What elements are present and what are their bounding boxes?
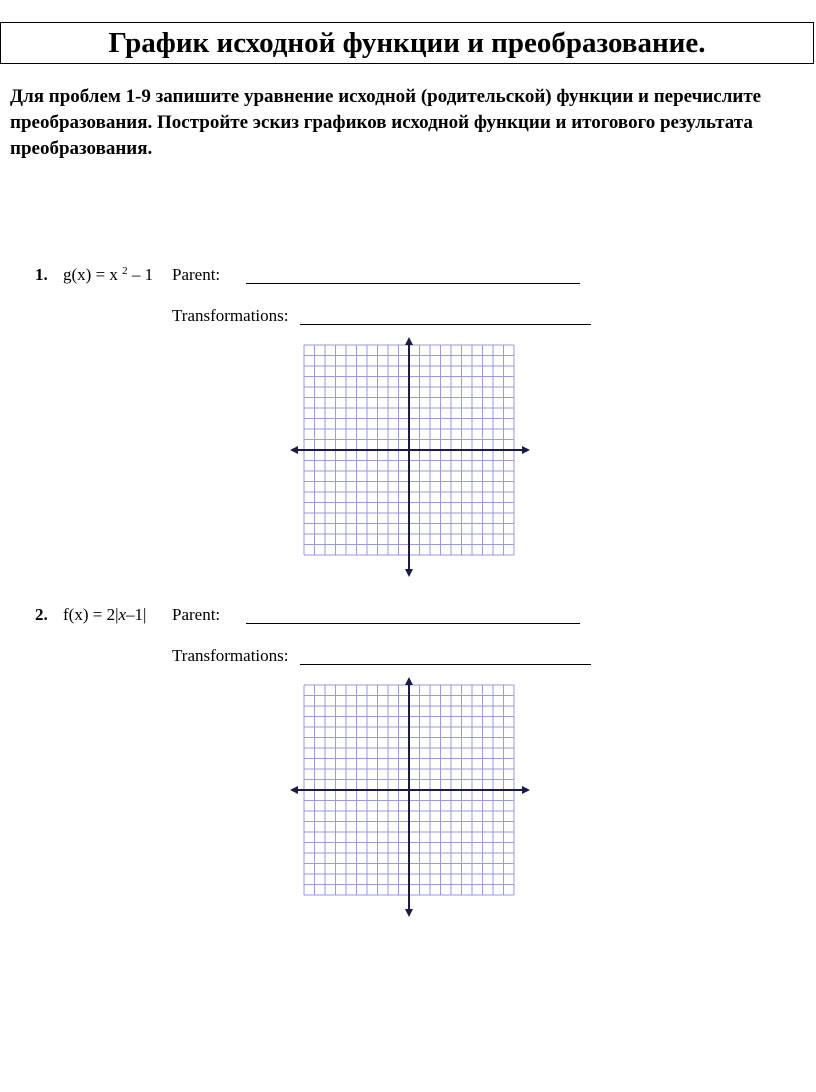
function-expression xyxy=(63,605,146,625)
page-title: График исходной функции и преобразование. xyxy=(108,26,706,59)
parent-answer-line[interactable] xyxy=(246,623,580,624)
x-axis-arrow-left xyxy=(290,786,298,794)
problem-1 xyxy=(0,265,816,585)
instructions-text: Для проблем 1-9 запишите уравнение исходной (родительской) функции и перечислите преобразования. Постройте эскиз графиков исходной функции и итогового результата преобразования. xyxy=(10,86,762,159)
problem-number: 2. xyxy=(35,605,48,624)
function-name: f(x) = xyxy=(63,605,103,624)
transformations-answer-line[interactable] xyxy=(300,324,591,325)
transformations-answer-line[interactable] xyxy=(300,664,591,665)
function-tail: – 1 xyxy=(127,265,154,284)
function-exponent: 2 xyxy=(122,265,128,277)
y-axis-arrow-down xyxy=(405,909,413,917)
transformations-label: Transformations: xyxy=(172,306,289,325)
y-axis-arrow-down xyxy=(405,569,413,577)
x-axis-arrow-right xyxy=(522,446,530,454)
title-box xyxy=(0,22,814,64)
transformations-label: Transformations: xyxy=(172,646,289,665)
x-axis-arrow-left xyxy=(290,446,298,454)
function-name: g(x) = x xyxy=(63,265,118,284)
problem-number: 1. xyxy=(35,265,48,284)
parent-label: Parent: xyxy=(172,605,221,624)
x-axis-arrow-right xyxy=(522,786,530,794)
parent-answer-line[interactable] xyxy=(246,283,580,284)
coordinate-grid[interactable] xyxy=(290,677,530,917)
abs-bar-left: | xyxy=(115,605,119,624)
function-minus: –1 xyxy=(126,605,144,624)
abs-bar-right: | xyxy=(143,605,147,624)
y-axis-arrow-up xyxy=(405,677,413,685)
problem-2 xyxy=(0,605,816,925)
function-expression xyxy=(63,265,153,285)
y-axis-arrow-up xyxy=(405,337,413,345)
parent-label: Parent: xyxy=(172,265,221,284)
function-variable: x xyxy=(118,605,127,624)
coordinate-grid[interactable] xyxy=(290,337,530,577)
function-coefficient: 2 xyxy=(106,605,116,624)
